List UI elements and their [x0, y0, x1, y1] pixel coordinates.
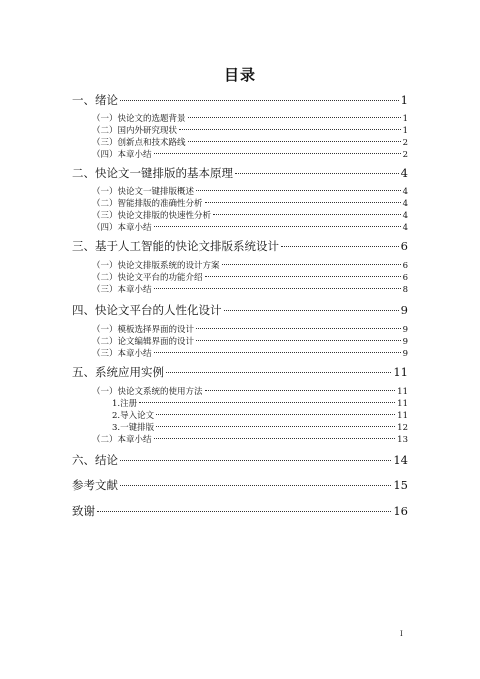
- toc-entry-label: 致谢: [72, 504, 95, 518]
- toc-entry-page-number: 14: [393, 453, 408, 467]
- dot-leader: [154, 153, 401, 154]
- toc-entry-page-number: 4: [402, 199, 408, 209]
- toc-entry-label: （一）快论文排版系统的设计方案: [92, 261, 220, 271]
- toc-entry-label: （三）本章小结: [92, 349, 152, 359]
- toc-entry-page-number: 6: [402, 261, 408, 271]
- toc-entry-label: （一）快论文的选题背景: [92, 114, 186, 124]
- dot-leader: [196, 190, 401, 191]
- toc-entry-label: （二）论文编辑界面的设计: [92, 337, 195, 347]
- dot-leader: [154, 226, 401, 227]
- toc-entry-page-number: 4: [400, 166, 408, 180]
- toc-entry-label: （一）快论文系统的使用方法: [92, 387, 203, 397]
- toc-entry-label: （二）智能排版的准确性分析: [92, 199, 203, 209]
- toc-entry-page-number: 11: [393, 365, 408, 379]
- toc-entry[interactable]: [92, 259, 408, 271]
- toc-entry-page-number: 8: [402, 285, 408, 295]
- toc-entry-page-number: 1: [402, 114, 408, 124]
- toc-entry-label: （三）本章小结: [92, 285, 152, 295]
- toc-entry-label: 3.一键排版: [112, 423, 155, 433]
- toc-entry[interactable]: [92, 221, 408, 233]
- toc-entry[interactable]: [92, 124, 408, 136]
- dot-leader: [235, 173, 399, 174]
- dot-leader: [154, 438, 396, 439]
- toc-entry-page-number: 4: [402, 211, 408, 221]
- dot-leader: [179, 129, 401, 130]
- toc-entry-page-number: 2: [402, 138, 408, 148]
- toc-entry[interactable]: [72, 92, 408, 108]
- toc-entry-page-number: 16: [393, 504, 408, 518]
- toc-entry-page-number: 11: [397, 399, 408, 409]
- dot-leader: [205, 276, 401, 277]
- toc-entry[interactable]: [92, 323, 408, 335]
- toc-entry-label: 2.导入论文: [112, 411, 155, 421]
- toc-entry-label: 二、快论文一键排版的基本原理: [72, 166, 233, 180]
- toc-entry-page-number: 9: [402, 349, 408, 359]
- toc-entry-label: （二）本章小结: [92, 435, 152, 445]
- dot-leader: [224, 310, 399, 311]
- dot-leader: [97, 511, 391, 512]
- toc-entry[interactable]: [92, 185, 408, 197]
- toc-entry[interactable]: [92, 335, 408, 347]
- dot-leader: [281, 246, 399, 247]
- dot-leader: [120, 485, 391, 486]
- toc-entry-label: （二）国内外研究现状: [92, 126, 178, 136]
- toc-entry[interactable]: [112, 397, 408, 409]
- toc-entry-label: 三、基于人工智能的快论文排版系统设计: [72, 239, 279, 253]
- toc-entry-label: （一）快论文一键排版概述: [92, 187, 195, 197]
- toc-entry-page-number: 6: [402, 273, 408, 283]
- toc-entry[interactable]: [92, 433, 408, 445]
- dot-leader: [154, 352, 401, 353]
- dot-leader: [120, 460, 391, 461]
- toc-entry-page-number: 9: [402, 337, 408, 347]
- dot-leader: [205, 202, 401, 203]
- toc-entry-label: 六、结论: [72, 453, 118, 467]
- toc-entry-label: 参考文献: [72, 478, 118, 492]
- toc-entry-label: 五、系统应用实例: [72, 365, 164, 379]
- toc-entry-label: （二）快论文平台的功能介绍: [92, 273, 203, 283]
- toc-entry[interactable]: [72, 302, 408, 318]
- toc-title: 目录: [223, 66, 256, 84]
- toc-entry-page-number: 6: [400, 239, 408, 253]
- toc-entry-page-number: 12: [397, 423, 408, 433]
- toc-entry-label: （三）快论文排版的快速性分析: [92, 211, 212, 221]
- dot-leader: [205, 390, 396, 391]
- toc-entry[interactable]: [72, 452, 408, 468]
- toc-entry-page-number: 13: [397, 435, 408, 445]
- toc-entry-page-number: 9: [402, 325, 408, 335]
- toc-entry-page-number: 9: [400, 303, 408, 317]
- page-number: I: [400, 630, 403, 638]
- dot-leader: [120, 100, 399, 101]
- toc-entry-page-number: 1: [402, 126, 408, 136]
- dot-leader: [196, 340, 401, 341]
- dot-leader: [156, 414, 395, 415]
- toc-entry[interactable]: [92, 136, 408, 148]
- toc-entry-page-number: 15: [393, 478, 408, 492]
- toc-entry[interactable]: [92, 209, 408, 221]
- dot-leader: [188, 141, 401, 142]
- toc-entry-page-number: 11: [397, 411, 408, 421]
- toc-entry[interactable]: [112, 421, 408, 433]
- toc-entry-label: 四、快论文平台的人性化设计: [72, 303, 222, 317]
- toc-entry[interactable]: [72, 477, 408, 493]
- toc-entry-page-number: 2: [402, 150, 408, 160]
- toc-entry-label: （三）创新点和技术路线: [92, 138, 186, 148]
- toc-entry-page-number: 11: [397, 387, 408, 397]
- toc-entry-label: （四）本章小结: [92, 150, 152, 160]
- toc-entry[interactable]: [72, 238, 408, 254]
- dot-leader: [154, 288, 401, 289]
- toc-entry[interactable]: [92, 112, 408, 124]
- dot-leader: [156, 426, 395, 427]
- toc-entry-page-number: 4: [402, 223, 408, 233]
- toc-entry-label: 1.注册: [112, 399, 138, 409]
- toc-entry[interactable]: [92, 283, 408, 295]
- toc-entry[interactable]: [112, 409, 408, 421]
- toc-entry[interactable]: [92, 148, 408, 160]
- toc-entry-label: 一、绪论: [72, 93, 118, 107]
- dot-leader: [196, 328, 401, 329]
- toc-entry[interactable]: [72, 503, 408, 519]
- toc-entry-page-number: 1: [400, 93, 408, 107]
- dot-leader: [139, 402, 395, 403]
- dot-leader: [213, 214, 401, 215]
- dot-leader: [166, 372, 391, 373]
- toc-entry-page-number: 4: [402, 187, 408, 197]
- toc-entry[interactable]: [92, 271, 408, 283]
- toc-entry[interactable]: [72, 364, 408, 380]
- toc-entry-label: （一）模板选择界面的设计: [92, 325, 195, 335]
- toc-entry-label: （四）本章小结: [92, 223, 152, 233]
- toc-entry[interactable]: [72, 165, 408, 181]
- toc-entry[interactable]: [92, 197, 408, 209]
- toc-entry[interactable]: [92, 385, 408, 397]
- toc-entry[interactable]: [92, 347, 408, 359]
- dot-leader: [188, 117, 401, 118]
- dot-leader: [222, 264, 401, 265]
